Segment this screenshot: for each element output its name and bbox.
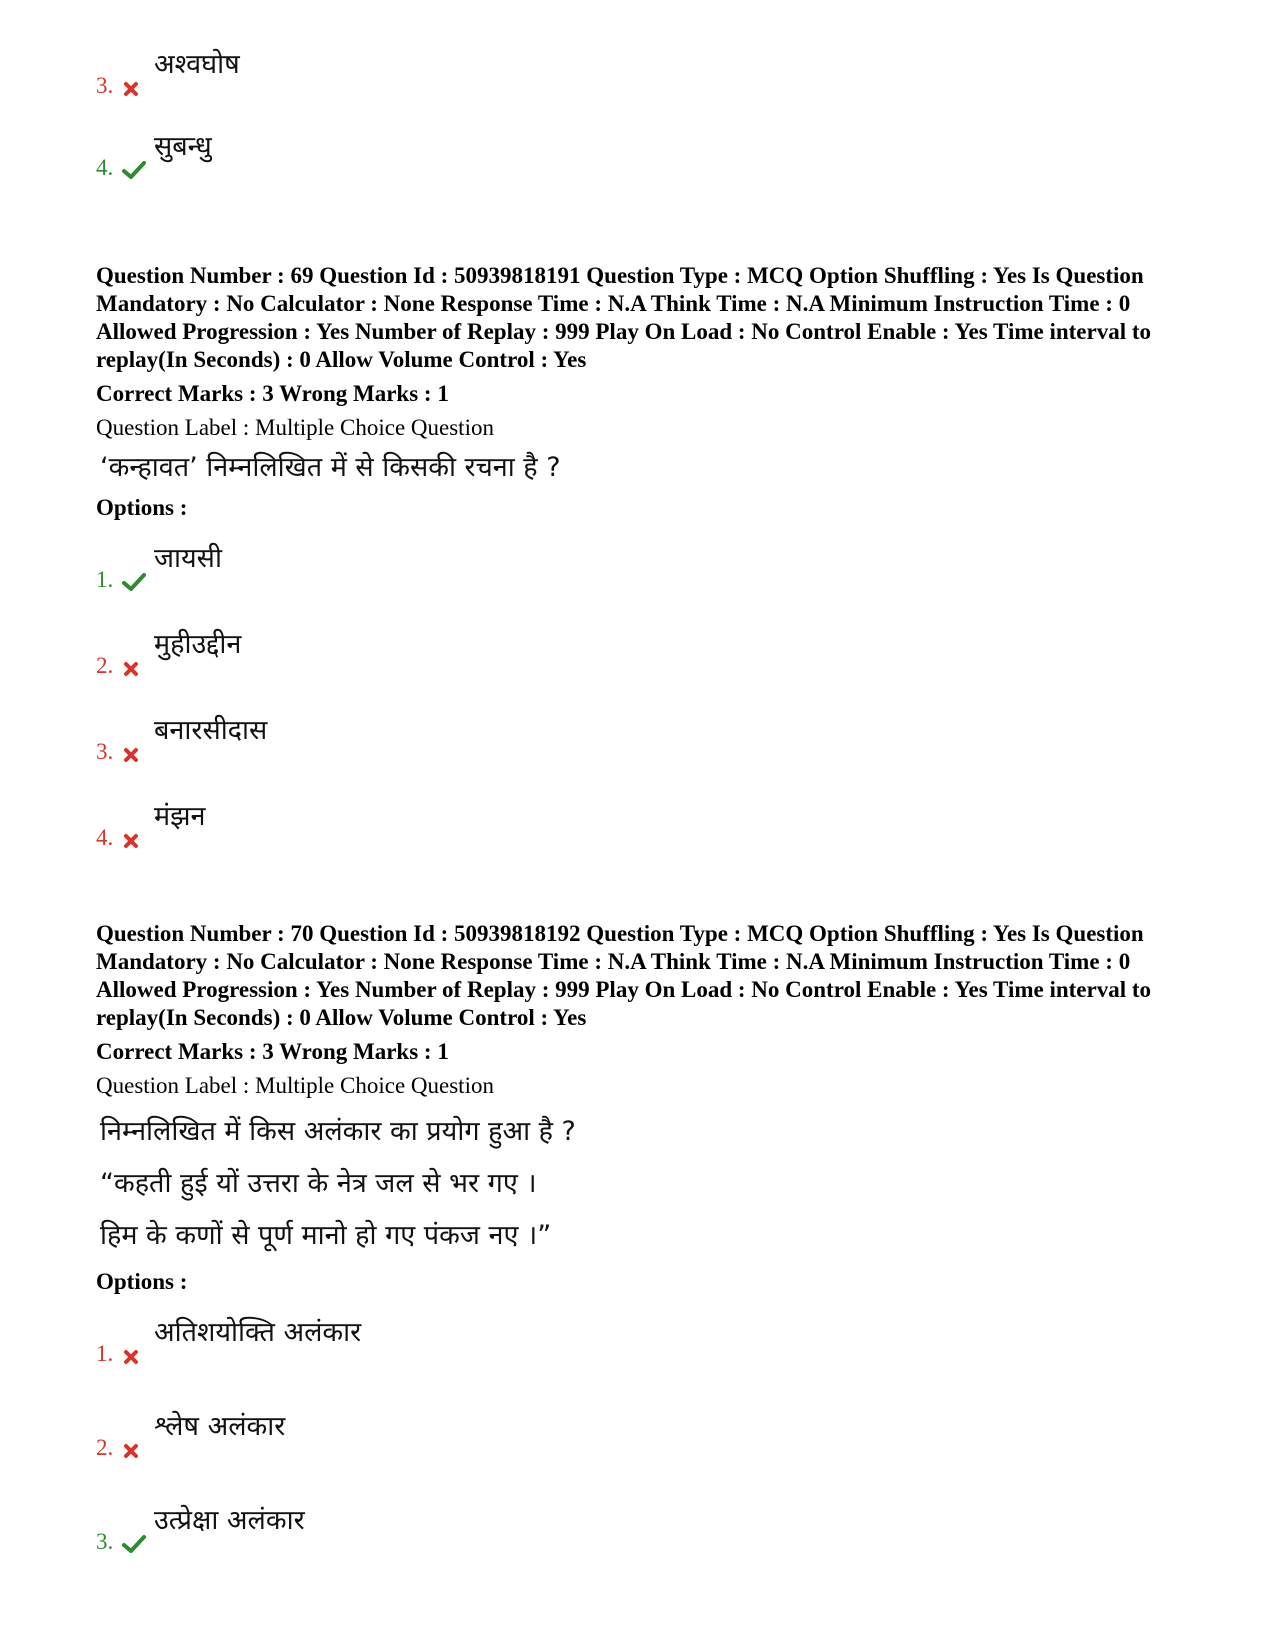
option-text: बनारसीदास xyxy=(154,715,268,746)
question-text xyxy=(96,1106,1196,1262)
option-row xyxy=(96,1460,1196,1554)
option-row xyxy=(96,49,240,98)
option-text: श्लेष अलंकार xyxy=(154,1411,286,1442)
cross-icon xyxy=(122,832,154,850)
checkmark-icon xyxy=(122,572,154,592)
question-marks: Correct Marks : 3 Wrong Marks : 1 xyxy=(96,381,449,406)
option-number: 3. xyxy=(96,73,114,98)
option-text: अश्वघोष xyxy=(154,49,240,80)
question-label: Question Label : Multiple Choice Question xyxy=(96,415,494,440)
option-number: 3. xyxy=(96,1529,114,1554)
question-block-69 xyxy=(96,262,1196,850)
option-text: सुबन्धु xyxy=(154,131,212,162)
option-row xyxy=(96,1366,1196,1460)
question-block-70 xyxy=(96,920,1196,1554)
option-number: 4. xyxy=(96,825,114,850)
option-text: अतिशयोक्ति अलंकार xyxy=(154,1317,362,1348)
question-metadata: Question Number : 70 Question Id : 50939818192 Question Type : MCQ Option Shuffling : Yes Is Question Mandatory : No Calculator : None Response Time : N.A Think Time : N.A Minimum Instruction Time : 0 Allowed Progression : Yes Number of Replay : 999 Play On Load : No Control Enable : Yes Time interval to replay(In Seconds) : 0 Allow Volume Control : Yes xyxy=(96,921,1152,1030)
option-row xyxy=(96,764,1196,850)
question-marks: Correct Marks : 3 Wrong Marks : 1 xyxy=(96,1039,449,1064)
cross-icon xyxy=(122,746,154,764)
option-row xyxy=(96,522,1196,592)
option-number: 3. xyxy=(96,739,114,764)
option-text: उत्प्रेक्षा अलंकार xyxy=(154,1505,305,1536)
cross-icon xyxy=(122,80,154,98)
option-row xyxy=(96,592,1196,678)
cross-icon xyxy=(122,1442,154,1460)
question-label: Question Label : Multiple Choice Question xyxy=(96,1073,494,1098)
option-row xyxy=(96,1296,1196,1366)
option-text: मंझन xyxy=(154,801,206,832)
option-row xyxy=(96,678,1196,764)
question-text-line: ‘कन्हावत’ निम्नलिखित में से किसकी रचना है ? xyxy=(100,452,561,483)
question-text-line: हिम के कणों से पूर्ण मानो हो गए पंकज नए ।” xyxy=(100,1220,552,1251)
question-text-line: “कहती हुई यों उत्तरा के नेत्र जल से भर गए । xyxy=(100,1168,537,1199)
options-heading: Options : xyxy=(96,1269,188,1294)
option-text: जायसी xyxy=(154,543,222,574)
cross-icon xyxy=(122,1348,154,1366)
option-number: 2. xyxy=(96,1435,114,1460)
option-number: 1. xyxy=(96,567,114,592)
options-list xyxy=(96,1296,1196,1554)
checkmark-icon xyxy=(122,160,154,180)
checkmark-icon xyxy=(122,1534,154,1554)
option-number: 2. xyxy=(96,653,114,678)
question-text xyxy=(96,448,1196,488)
options-heading: Options : xyxy=(96,495,188,520)
question-metadata: Question Number : 69 Question Id : 50939818191 Question Type : MCQ Option Shuffling : Yes Is Question Mandatory : No Calculator : None Response Time : N.A Think Time : N.A Minimum Instruction Time : 0 Allowed Progression : Yes Number of Replay : 999 Play On Load : No Control Enable : Yes Time interval to replay(In Seconds) : 0 Allow Volume Control : Yes xyxy=(96,263,1152,372)
cross-icon xyxy=(122,660,154,678)
option-number: 4. xyxy=(96,155,114,180)
option-row xyxy=(96,131,240,180)
option-text: मुहीउद्दीन xyxy=(154,629,242,660)
options-list xyxy=(96,522,1196,850)
previous-question-options xyxy=(96,49,240,180)
question-text-line: निम्नलिखित में किस अलंकार का प्रयोग हुआ है ? xyxy=(100,1116,576,1147)
option-number: 1. xyxy=(96,1341,114,1366)
